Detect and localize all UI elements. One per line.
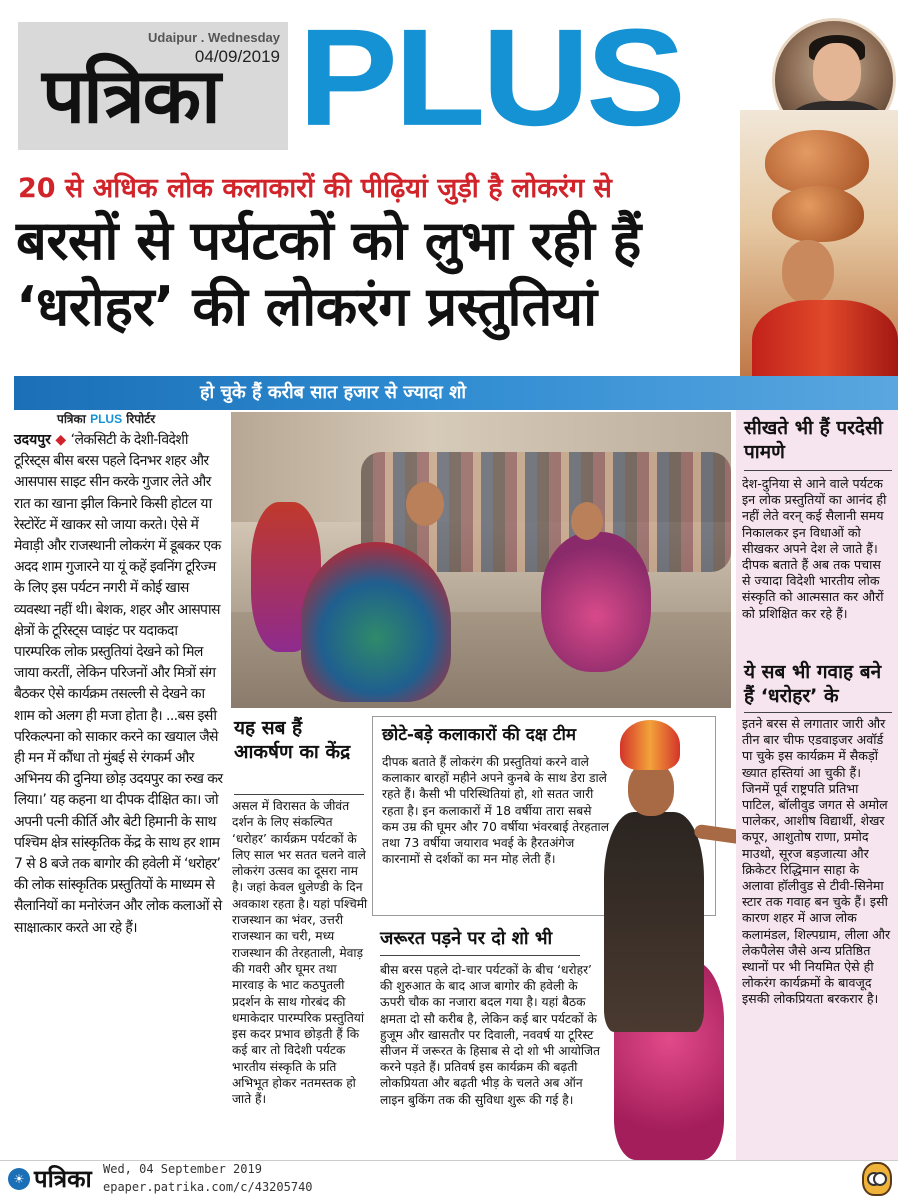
left-column-text: ‘लेकसिटी के देशी-विदेशी टूरिस्ट्स बीस बरस पहले दिनभर शहर और आसपास साइट सीन करके गुजार लेते और रात का खाना झील किनारे किसी होटल या रेस्टोरेंट में खाकर सो जाया करते। ऐसे में मेवाड़ी और राजस्थानी लोकरंग में डूबकर एक अदद शाम गुजारने या यूं कहें इवनिंग टूरिज्म के लिए इस पर्यटन नगरी में कोई खास व्यवस्था नहीं थी। बेशक, शहर और आसपास क्षेत्रों के टूरिस्ट्स प्वाइंट पर यदाकदा पारम्परिक लोक प्रस्तुतियां देखने को मिल जाया करतीं, लेकिन परिजनों और मित्रों संग बैठकर ऐसे कार्यक्रम तसल्ली से देखने का शाम को अलग ही मजा होता है। ...बस इसी परिकल्पना को साकार करने का खयाल जैसे ही मन में कौंधा तो मुंबई से रंगकर्म और अभिनय की दुनिया छोड़ उदयपुर का रुख कर लिया।’ यह कहना था दीपक दीक्षित का। जो अपनी पत्नी कीर्ति और बेटी हिमानी के साथ पश्चिम क्षेत्र सांस्कृतिक केंद्र के साथ हर शाम 7 से 8 बजे तक बागोर की हवेली में ‘धरोहर’ की लोक सांस्कृतिक प्रस्तुतियों के माध्यम से सैलानियों का मनोरंजन और लोक कलाओं से साक्षात्कार करते आ रहे हैं। xyxy=(14,432,223,936)
left-column-article xyxy=(14,430,224,1160)
main-headline xyxy=(16,208,756,340)
attraction-text: असल में विरासत के जीवंत दर्शन के लिए संकल्पित ‘धरोहर’ कार्यक्रम पर्यटकों के लिए साल भर सतत चलने वाले लोकरंग उत्सव का दूसरा नाम है। जहां केवल धुलेण्डी के दिन अवकाश रहता है। यहां पश्चिमी राजस्थान का भंवर, उत्तरी राजस्थान का चरी, मध्य राजस्थान की तेरहताली, मेवाड़ की गवरी और घूमर तथा मारवाड़ के भाट कठपुतली प्रदर्शन के साथ गोरबंद की धमाकेदार पारम्परिक प्रस्तुतियां इस कदर प्रभाव छोड़ती हैं कि कई बार तो विदेशी पर्यटक भारतीय संस्कृति के प्रति अभिभूत होकर नतमस्तक हो जाते हैं। xyxy=(232,799,368,1107)
right-heading-learning: सीखते भी हैं परदेसी पामणे xyxy=(744,417,883,463)
byline-brand: पत्रिका xyxy=(57,412,86,426)
two-shows-heading: जरूरत पड़ने पर दो शो भी xyxy=(380,928,553,949)
team-heading: छोटे-बड़े कलाकारों की दक्ष टीम xyxy=(382,725,577,745)
right-heading-rule xyxy=(744,470,892,471)
attraction-heading-rule xyxy=(234,794,364,795)
edition-city-day: Udaipur . Wednesday xyxy=(148,30,280,45)
two-shows-text: बीस बरस पहले दो-चार पर्यटकों के बीच ‘धरोहर’ की शुरुआत के बाद आज बागोर की हवेली के ऊपरी चौक का नजारा बदल गया है। यहां बैठक क्षमता दो सौ करीब है, लेकिन कई बार पर्यटकों के हुजूम और खासतौर पर दिवाली, नववर्ष या टूरिस्ट सीजन में जरूरत के हिसाब से दो शो भी आयोजित करने पड़ते हैं। प्रतिवर्ष इस कार्यक्रम की बढ़ती लोकप्रियता और बढ़ती भीड़ के चलते अब ऑन लाइन बुकिंग तक की सुविधा शुरू की गई है। xyxy=(380,963,601,1107)
byline-role: रिपोर्टर xyxy=(126,412,156,426)
patrika-emblem-icon: ☀ xyxy=(8,1168,30,1190)
folk-dance-photo xyxy=(231,412,731,708)
performer-turban xyxy=(620,720,680,770)
dateline-diamond-icon: ◆ xyxy=(55,432,67,448)
owl-icon xyxy=(862,1162,892,1196)
portrait-face xyxy=(813,43,861,101)
edition-date: 04/09/2019 xyxy=(194,47,280,66)
right-heading-witnesses: ये सब भी गवाह बने हैं ‘धरोहर’ के xyxy=(744,661,882,707)
patrika-logo: पत्रिका xyxy=(42,51,219,140)
attraction-heading: यह सब हैं आकर्षण का केंद्र xyxy=(234,717,351,763)
right-text-witnesses: इतने बरस से लगातार जारी और तीन बार चीफ एडवाइजर अवॉर्ड पा चुके इस कार्यक्रम में सैकड़ों ख्यात हस्तियां आ चुकी हैं। जिनमें पूर्व राष्ट्रपति प्रतिभा पाटिल, बॉलीवुड जगत से अमोल पालेकर, आशीष विद्यार्थी, शेखर कपूर, आशुतोष राणा, प्रमोद माउथो, सूरज बड़जात्या और क्रिकेटर रिद्धिमान साहा के अलावा हॉलीवुड से टीवी-सिनेमा स्टार तक गवाह बन चुके हैं। इसी कारण शहर में आज लोक कलामंडल, शिल्पग्राम, लीला और लेकपैलेस जैसे अन्य प्रतिष्ठित स्थानों पर भी नियमित ऐसे ही लोकरंग कार्यक्रमों के बावजूद इसकी लोकप्रियता बरकरार है। xyxy=(742,716,891,1007)
dancer-face xyxy=(782,240,834,304)
clay-pot-image xyxy=(765,130,869,194)
subheadline-banner-text: हो चुके हैं करीब सात हजार से ज्यादा शो xyxy=(200,382,467,403)
footer-patrika-logo: पत्रिका xyxy=(34,1165,92,1193)
photo-dancer-head xyxy=(571,502,603,540)
puppeteer-performer-image xyxy=(584,720,736,1160)
main-headline-line1: बरसों से पर्यटकों को लुभा रही हैं xyxy=(16,209,641,272)
footer-date: Wed, 04 September 2019 xyxy=(103,1162,262,1176)
performer-face xyxy=(628,762,674,816)
photo-dancer xyxy=(301,542,451,702)
two-shows-heading-rule xyxy=(380,955,580,956)
byline xyxy=(57,410,155,427)
dateline-place: उदयपुर xyxy=(14,432,51,448)
right-heading-rule xyxy=(744,712,892,713)
right-text-learning: देश-दुनिया से आने वाले पर्यटक इन लोक प्रस्तुतियों का आनंद ही नहीं लेते वरन् कई सैलानी समय निकालकर इन विधाओं को सीखकर अपने देश ले जाते हैं। दीपक बताते हैं अब तक पचास से ज्यादा विदेशी भारतीय लोक संस्कृति को आत्मसात कर औरों को प्रशिक्षित कर रहे हैं। xyxy=(742,476,887,621)
kicker-headline: 20 से अधिक लोक कलाकारों की पीढ़ियां जुड़ी है लोकरंग से xyxy=(18,173,612,204)
plus-logo: PLUS xyxy=(298,0,683,155)
performer-body xyxy=(604,812,704,1032)
footer-url[interactable]: epaper.patrika.com/c/43205740 xyxy=(103,1180,313,1194)
clay-pot-image xyxy=(772,186,864,242)
photo-dancer-head xyxy=(406,482,444,526)
photo-dancer xyxy=(541,532,651,672)
byline-plus: PLUS xyxy=(90,412,123,426)
main-headline-line2: ‘धरोहर’ की लोकरंग प्रस्तुतियां xyxy=(16,275,597,338)
team-text: दीपक बताते हैं लोकरंग की प्रस्तुतियां करने वाले कलाकार बारहों महीने अपने कुनबे के साथ डेरा डाले रहते हैं। कैसी भी परिस्थितियां हो, शो सतत जारी रहता है। इन कलाकारों में 18 वर्षीया तारा सबसे कम उम्र की घूमर और 70 वर्षीया भंवरबाई तेरहताल तथा 73 वर्षीया जयाराव भवई के हैरतअंगेज कारनामों से दर्शकों का मन मोह लेती हैं। xyxy=(382,755,609,867)
